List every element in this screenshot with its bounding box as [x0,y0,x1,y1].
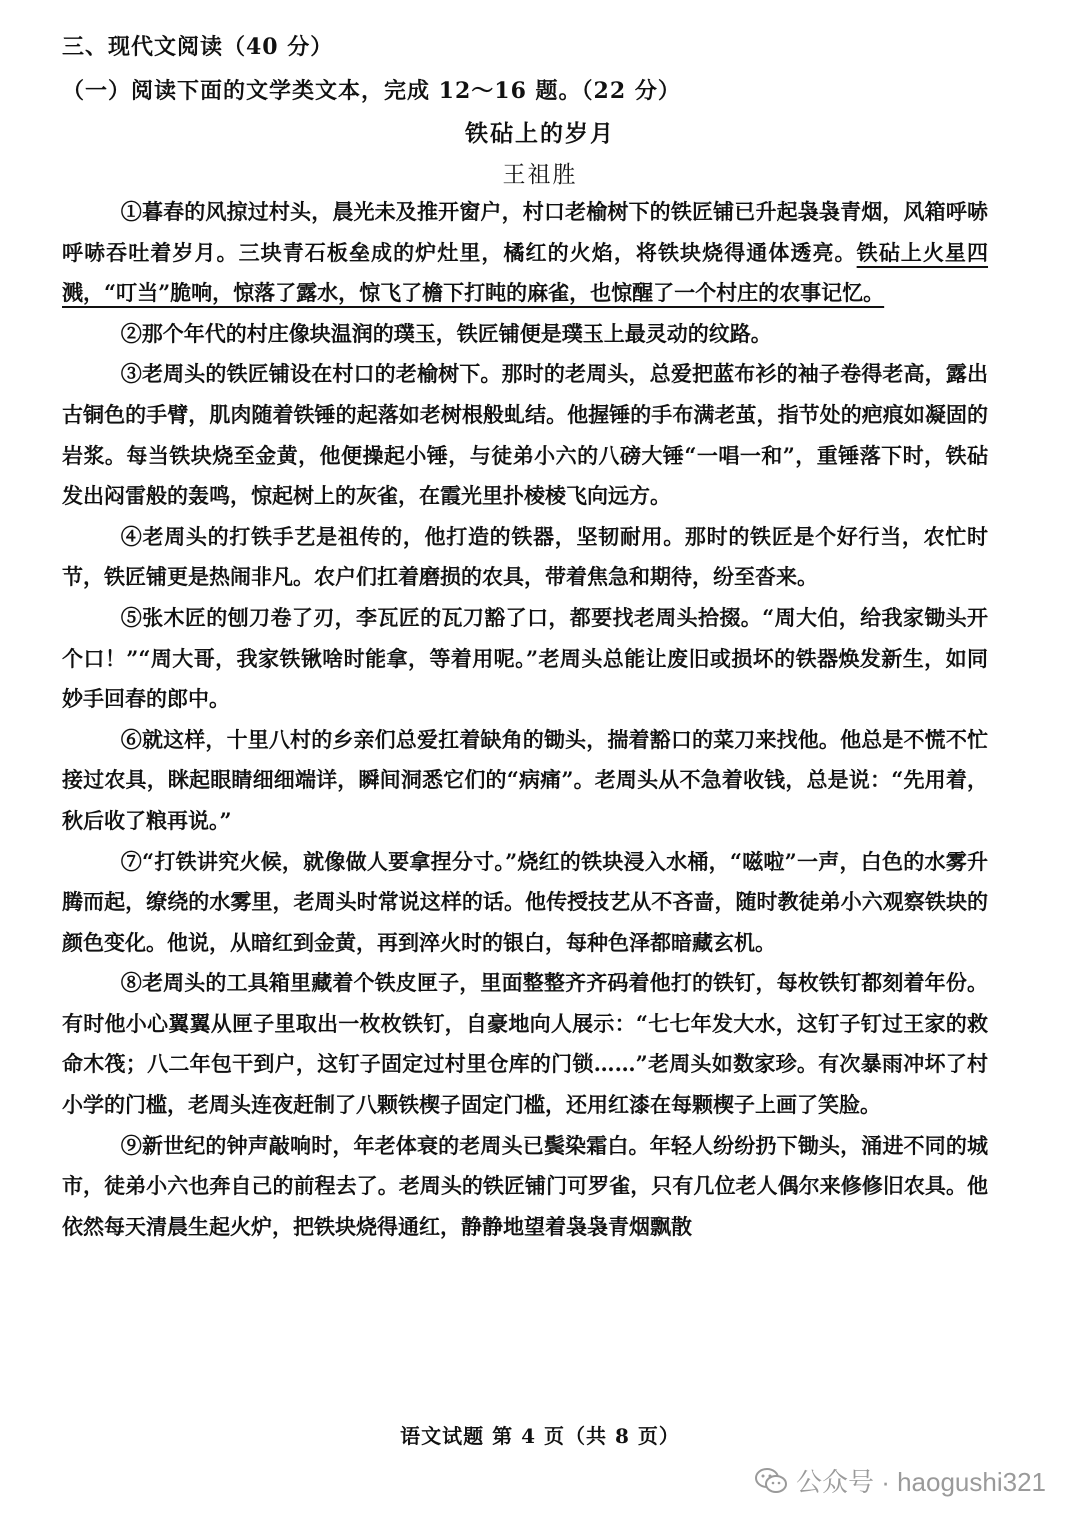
paragraph-4: ④老周头的打铁手艺是祖传的，他打造的铁器，坚韧耐用。那时的铁匠是个好行当，农忙时节，铁匠铺更是热闹非凡。农户们扛着磨损的农具，带着焦急和期待，纷至沓来。 [62,523,988,590]
watermark-text: 公众号 · haogushi321 [795,1467,1046,1497]
paragraph-1 [62,192,988,314]
section-title: 三、现代文阅读（40 分） [62,34,334,60]
watermark [754,1462,1046,1499]
paragraph-1-text: ①暮春的风掠过村头，晨光未及推开窗户，村口老榆树下的铁匠铺已升起袅袅青烟，风箱呼哧呼哧吞吐着岁月。三块青石板垒成的炉灶里，橘红的火焰，将铁块烧得通体透亮。 [62,199,988,265]
article-title: 铁砧上的岁月 [465,120,615,147]
underlined-sentence: 铁砧上火星四溅，“叮当”脆响，惊落了露水，惊飞了檐下打盹的麻雀，也惊醒了一个村庄的农事记忆。 [62,239,989,306]
paragraph-3: ③老周头的铁匠铺设在村口的老榆树下。那时的老周头，总爱把蓝布衫的袖子卷得老高，露出古铜色的手臂，肌肉随着铁锤的起落如老树根般虬结。他握锤的手布满老茧，指节处的疤痕如凝固的岩浆。每当铁块烧至金黄，他便操起小锤，与徒弟小六的八磅大锤“一唱一和”，重锤落下时，铁砧发出闷雷般的轰鸣，惊起树上的灰雀，在霞光里扑棱棱飞向远方。 [62,361,988,509]
article-body [62,192,988,1247]
paragraph-2: ②那个年代的村庄像块温润的璞玉，铁匠铺便是璞玉上最灵动的纹路。 [120,320,772,346]
task-instruction: （一）阅读下面的文学类文本，完成 12～16 题。（22 分） [62,78,681,104]
page-footer: 语文试题 第 4 页（共 8 页） [400,1424,680,1448]
wechat-icon [754,1466,788,1496]
paragraph-7: ⑦“打铁讲究火候，就像做人要拿捏分寸。”烧红的铁块浸入水桶，“嗞啦”一声，白色的水雾升腾而起，缭绕的水雾里，老周头时常说这样的话。他传授技艺从不吝啬，随时教徒弟小六观察铁块的颜色变化。他说，从暗红到金黄，再到淬火时的银白，每种色泽都暗藏玄机。 [62,848,988,955]
paragraph-6: ⑥就这样，十里八村的乡亲们总爱扛着缺角的锄头，揣着豁口的菜刀来找他。他总是不慌不忙接过农具，眯起眼睛细细端详，瞬间洞悉它们的“病痛”。老周头从不急着收钱，总是说：“先用着，秋后收了粮再说。” [62,726,988,833]
paragraph-9: ⑨新世纪的钟声敲响时，年老体衰的老周头已鬓染霜白。年轻人纷纷扔下锄头，涌进不同的城市，徒弟小六也奔自己的前程去了。老周头的铁匠铺门可罗雀，只有几位老人偶尔来修修旧农具。他依然每天清晨生起火炉，把铁块烧得通红，静静地望着袅袅青烟飘散 [62,1132,988,1239]
paragraph-5: ⑤张木匠的刨刀卷了刃，李瓦匠的瓦刀豁了口，都要找老周头拾掇。“周大伯，给我家锄头开个口！”“周大哥，我家铁锹啥时能拿，等着用呢。”老周头总能让废旧或损坏的铁器焕发新生，如同妙手回春的郎中。 [62,604,988,712]
article-author: 王祖胜 [502,162,578,188]
paragraph-8: ⑧老周头的工具箱里藏着个铁皮匣子，里面整整齐齐码着他打的铁钉，每枚铁钉都刻着年份。有时他小心翼翼从匣子里取出一枚枚铁钉，自豪地向人展示：“七七年发大水，这钉子钉过王家的救命木筏；八二年包干到户，这钉子固定过村里仓库的门锁……”老周头如数家珍。有次暴雨冲坏了村小学的门槛，老周头连夜赶制了八颗铁楔子固定门槛，还用红漆在每颗楔子上画了笑脸。 [62,970,988,1118]
